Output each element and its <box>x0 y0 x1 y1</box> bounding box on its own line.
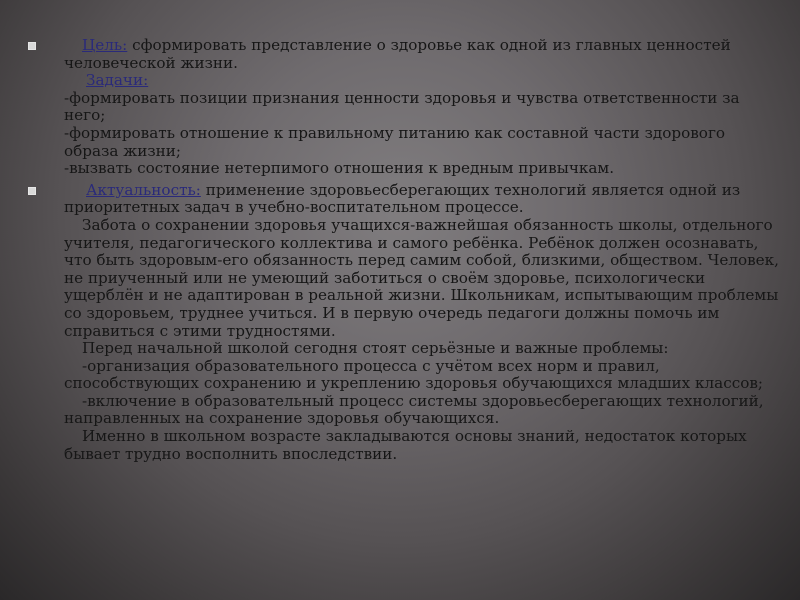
relevance-body-paragraph: Забота о сохранении здоровья учащихся-важнейшая обязанность школы, отдельного учителя, педагогического коллектива и самого ребёнка. Ребёнок должен осознавать, что быть здоровым-его обязанность перед самим собой, близкими, обществом. Человек, не приученный или не умеющий заботиться о своём здоровье, психологически ущерблён и не адаптирован в реальной жизни. Школьникам, испытывающим проблемы со здоровьем, труднее учиться. И в первую очередь педагоги должны помочь им справиться с этими трудностями. <box>64 215 779 340</box>
relevance-body-paragraph: -включение в образовательный процесс системы здоровьесберегающих технологий, направленных на сохранение здоровья обучающихся. <box>64 391 764 428</box>
relevance-paragraph <box>64 182 780 217</box>
relevance-body-paragraph: Перед начальной школой сегодня стоят серьёзные и важные проблемы: <box>82 339 669 358</box>
goal-paragraph <box>64 37 780 72</box>
task-item: -вызвать состояние нетерпимого отношения к вредным привычкам. <box>64 159 615 178</box>
tasks-heading <box>64 72 780 90</box>
bullet-item-relevance <box>28 182 780 464</box>
relevance-label: Актуальность: <box>86 180 201 199</box>
goal-text: сформировать представление о здоровье как одной из главных ценностей человеческой жизни. <box>64 36 731 72</box>
tasks-label: Задачи: <box>86 71 149 90</box>
task-item: -формировать отношение к правильному питанию как составной части здорового образа жизни; <box>64 123 726 160</box>
task-item: -формировать позиции признания ценности здоровья и чувства ответственности за него; <box>64 88 740 125</box>
relevance-text: применение здоровьесберегающих технологий является одной из приоритетных задач в учебно-воспитательном процессе. <box>64 180 741 217</box>
relevance-body-paragraph: -организация образовательного процесса с учётом всех норм и правил, способствующих сохранению и укреплению здоровья обучающихся младших классов; <box>64 356 764 393</box>
bullet-item-goal <box>28 37 780 178</box>
goal-label: Цель: <box>82 36 128 54</box>
relevance-body-paragraph: Именно в школьном возрасте закладываются основы знаний, недостаток которых бывает трудно восполнить впоследствии. <box>64 427 747 463</box>
slide-content <box>28 37 780 467</box>
square-bullet-icon <box>28 187 36 195</box>
square-bullet-icon <box>28 42 36 50</box>
